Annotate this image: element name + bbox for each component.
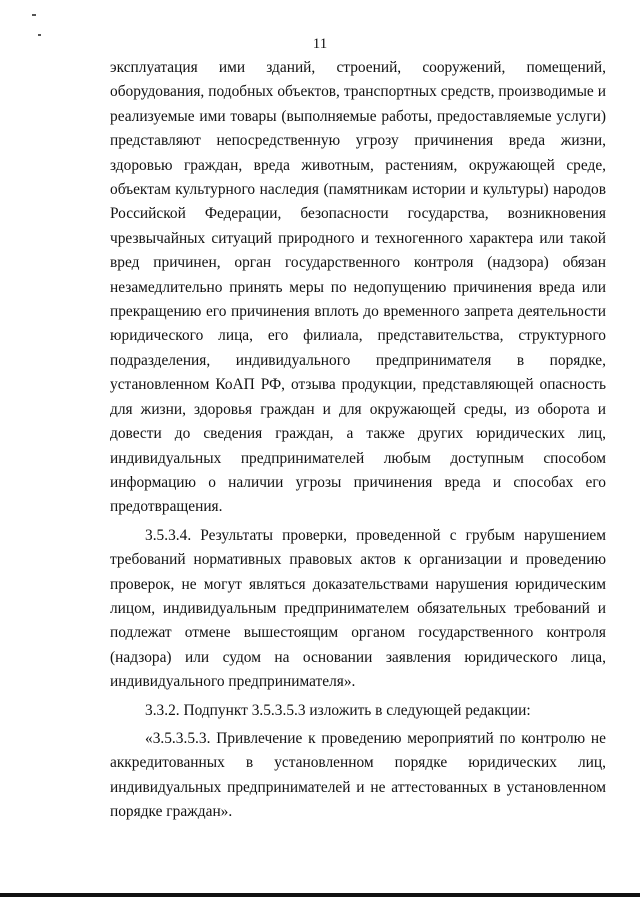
paragraph-continuation: эксплуатация ими зданий, строений, сооружений, помещений, оборудования, подобных объектов, транспортных средств, производимые и реализуемые ими товары (выполняемые работы, предоставляемые услуги) представляют непосредственную угрозу причинения вреда жизни, здоровью граждан, вреда животным, растениям, окружающей среде, объектам культурного наследия (памятникам истории и культуры) народов Российской Федерации, безопасности государства, возникновения чрезвычайных ситуаций природного и техногенного характера или такой вред причинен, орган государственного контроля (надзора) обязан незамедлительно принять меры по недопущению причинения вреда или прекращению его причинения вплоть до временного запрета деятельности юридического лица, его филиала, представительства, структурного подразделения, индивидуального предпринимателя в порядке, установленном КоАП РФ, отзыва продукции, представляющей опасность для жизни, здоровья граждан и для окружающей среды, из оборота и довести до сведения граждан, а также других юридических лиц, индивидуальных предпринимателей любым доступным способом информацию о наличии угрозы причинения вреда и способах его предотвращения.: [110, 59, 606, 516]
paragraph-clause-3-5-3-5-3: «3.5.3.5.3. Привлечение к проведению мероприятий по контролю не аккредитованных в установленном порядке юридических лиц, индивидуальных предпринимателей и не аттестованных в установленном порядке граждан».: [110, 729, 606, 821]
scan-mark: [32, 14, 36, 16]
paragraph-clause-3-3-2: 3.3.2. Подпункт 3.5.3.5.3 изложить в следующей редакции:: [145, 701, 531, 719]
page-number: 11: [312, 36, 328, 52]
bottom-edge-rule: [0, 893, 640, 897]
document-body: [110, 56, 606, 825]
paragraph-clause-3-5-3-4: 3.5.3.4. Результаты проверки, проведенной с грубым нарушением требований нормативных правовых актов к организации и проведению проверок, не могут являться доказательствами нарушения юридическим лицом, индивидуальным предпринимателем обязательных требований и подлежат отмене вышестоящим органом государственного контроля (надзора) или судом на основании заявления юридического лица, индивидуального предпринимателя».: [110, 526, 606, 691]
